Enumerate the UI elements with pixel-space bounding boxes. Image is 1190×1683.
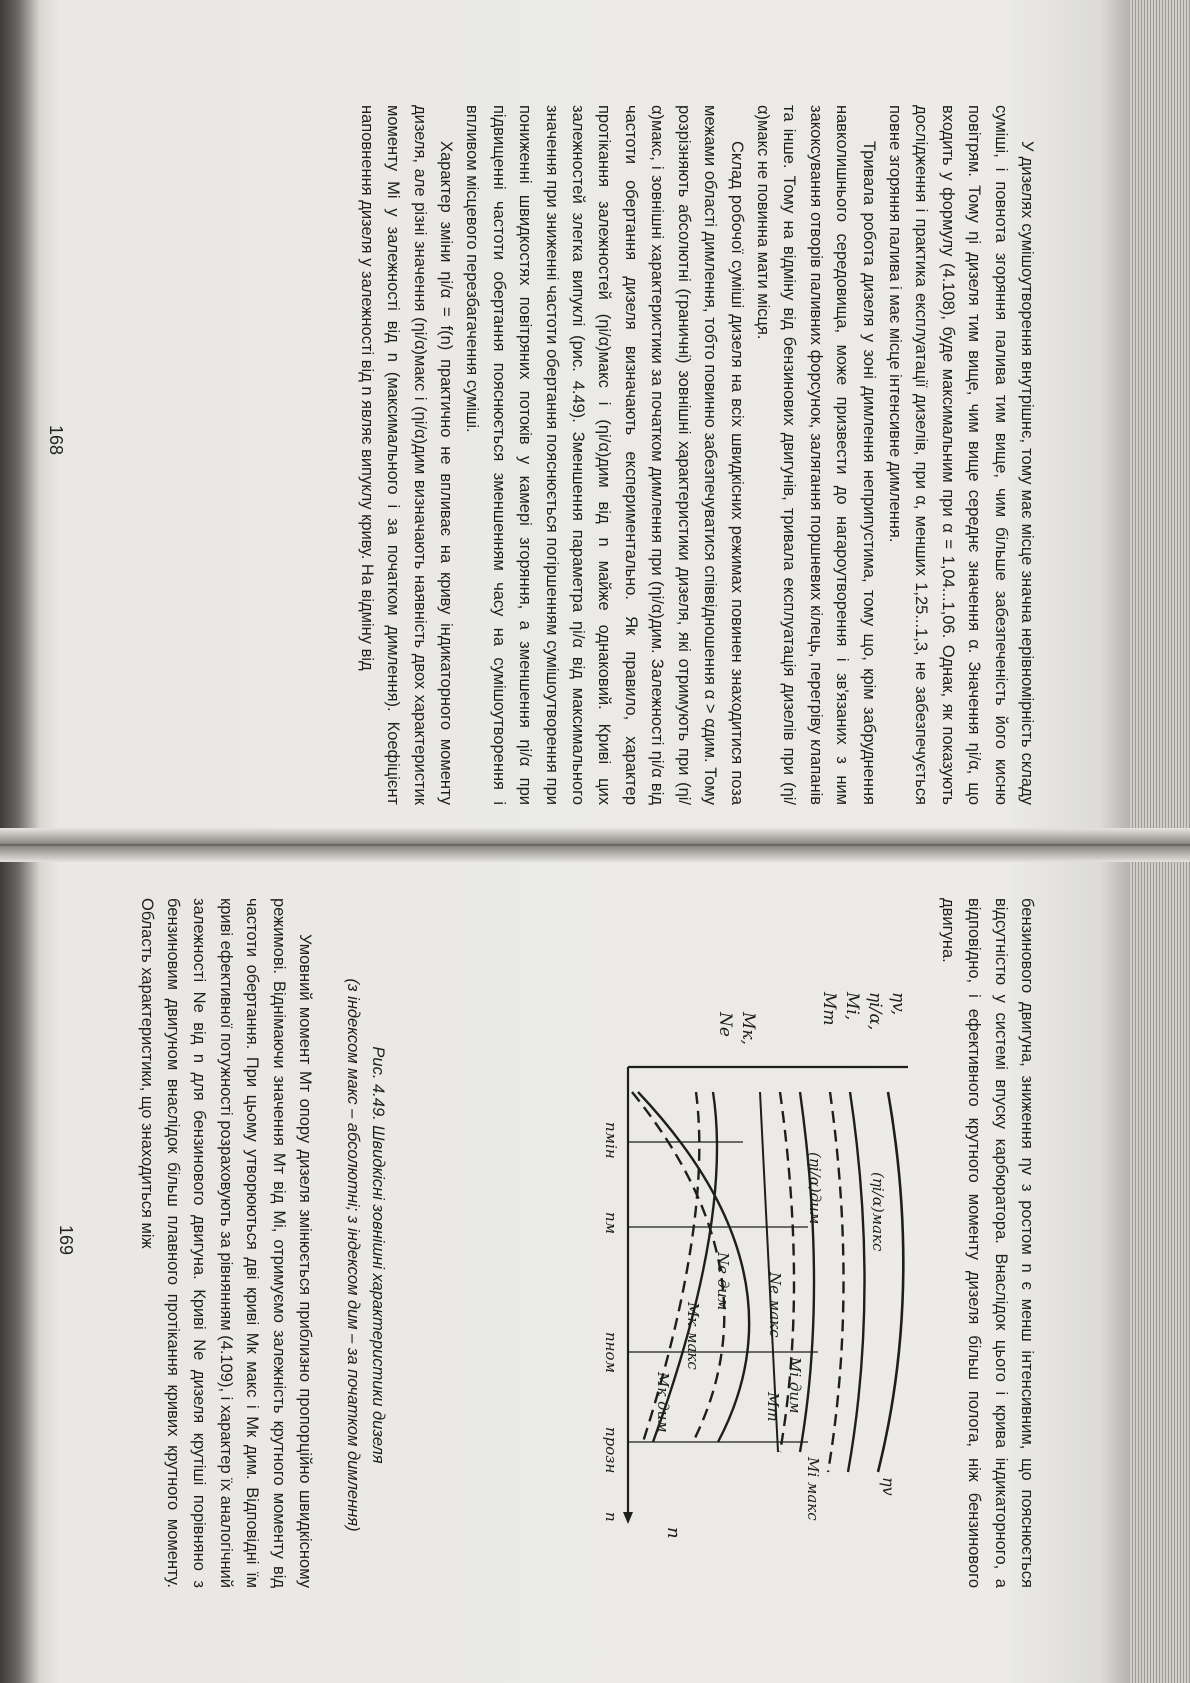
- paragraph-2: Тривала робота дизеля у зоні димлення неприпустима, тому що, крім забруднення навколишнього середовища, може призвести до нагароутворення і зв'язаних з ним закоксування отворів паливних форсунок, залягання поршневих кілець, перегріву клапанів та інше. Тому на відміну від бензинових двигунів, тривала експлуатація дизелів при (ηi/α)макс не повинна мати місця.: [753, 105, 878, 805]
- label-eta-v: ηv: [879, 1477, 898, 1496]
- y-label-6: Ne: [715, 1012, 735, 1037]
- figure-caption: [340, 905, 390, 1605]
- label-mi-dym: Mi дим: [786, 1357, 804, 1414]
- y-label-2: ηi/α,: [865, 992, 885, 1031]
- figure-4-49: [548, 972, 928, 1572]
- caption-line-2: (з індексом макс – абсолютні; з індексом дим – за початком димлення): [344, 978, 362, 1532]
- characteristics-diagram: [548, 972, 928, 1572]
- label-ne-max: Ne макс: [766, 1272, 784, 1338]
- paragraph-4: Характер зміни ηi/α = f(n) практично не впливає на криву індикаторного моменту дизеля, але різні значення (ηi/α)макс і (ηi/α)дим визначають наявність двох характеристик моменту Mi у залежності від n (максимального і за початком димлення). Коефіцієнт наповнення дизеля у залежності від n являє випуклу криву. На відміну від: [357, 105, 456, 805]
- y-label-1: ηv,: [888, 992, 908, 1016]
- curve-eta-dym: [828, 1092, 844, 1472]
- y-label-5: Mк,: [738, 1012, 758, 1045]
- y-label-3: Mi,: [842, 992, 862, 1021]
- tick-n-nom: nном: [602, 1332, 620, 1374]
- curve-eta-max: [848, 1092, 865, 1472]
- label-mk-dym: Mк дим: [654, 1372, 672, 1433]
- caption-line-1: Рис. 4.49. Швидкісні зовнішні характеристики дизеля: [369, 1046, 387, 1464]
- paragraph-1: У дизелях сумішоутворення внутрішнє, тому має місце значна нерівномірність складу суміші, і повнота згоряння палива тим вище, чим більше забезпеченість його кисню повітрям. Тому ηi дизеля тим вище, чим вище середнє значення α. Значення ηi/α, що входить у формулу (4.108), буде максимальним при α = 1,04...1,06. Однак, як показують дослідження і практика експлуатації дизелів, при α, менших 1,25...1,3, не забезпечується повне згоряння палива і має місце інтенсивне димлення.: [885, 105, 1036, 805]
- page-number-168: 168: [46, 425, 66, 456]
- paragraph-top: бензинового двигуна, зниження ηv з ростом n є менш інтенсивним, що пояснюється відсутністю у системі впуску карбюратора. Внаслідок цього і крива індикаторного, а відповідно, і ефективного крутного моменту дизеля більш полога, ніж бензинового двигуна.: [938, 898, 1036, 1588]
- label-eta-dym: (ηi/α)дим: [806, 1152, 824, 1225]
- paragraph-bottom: Умовний момент Mт опору дизеля змінюється приблизно пропорційно швидкісному режимові. Віднімаючи значення Mт від Mi, отримуємо залежність крутного моменту від частоти обертання. При цьому утворюються дві криві Mк макс і Mк дим. Відповідні їм криві ефективної потужності розраховують за рівнянням (4.109), і характер їх аналогічний залежності Ne від n для бензинового двигуна. Криві Ne дизеля крутіші порівняно з бензиновим двигуном внаслідок більш плавного протікання кривих крутного моменту. Область характеристики, що знаходиться між: [137, 898, 314, 1588]
- curve-ne-dym: [632, 1092, 724, 1442]
- book-gutter: [0, 828, 1190, 862]
- tick-n-m: nм: [602, 1212, 620, 1235]
- x-axis-label: n: [663, 1527, 684, 1539]
- y-label-4: Mт: [819, 992, 839, 1026]
- label-eta-max: (ηi/α)макс: [869, 1172, 887, 1252]
- label-ne-dym: Ne дим: [714, 1252, 732, 1311]
- label-mk-max: Mк макс: [684, 1302, 702, 1370]
- tick-n: n: [602, 1512, 620, 1522]
- tick-n-min: nмін: [602, 1122, 620, 1159]
- page-168-text: [353, 105, 1040, 805]
- label-mi-max: Mi макс: [804, 1457, 822, 1521]
- label-mt: Mт: [764, 1392, 782, 1422]
- page-number-169: 169: [56, 1225, 76, 1256]
- paragraph-3: Склад робочої суміші дизеля на всіх швидкісних режимах повинен знаходитися поза межами області димлення, тобто повинно забезпечуватися співвідношення α > αдим. Тому розрізняють абсолютні (граничні) зовнішні характеристики дизеля, які отримують при (ηi/α)макс, і зовнішні характеристики за початком димлення при (ηi/α)дим. Залежності ηi/α від частоти обертання дизеля визначають експериментально. Як правило, характер протікання залежностей (ηi/α)макс і (ηi/α)дим від n майже однаковий. Криві цих залежностей злегка випуклі (рис. 4.49). Зменшення параметра ηi/α від максимального значення при зниженні частоти обертання пояснюється погіршенням сумішоутворення при пониженні швидкостях повітряних потоків у камері згоряння, а зменшення ηi/α при підвищенні частоти обертання пояснюється зменшенням часу на сумішоутворення і впливом місцевого перезбагачення суміші.: [463, 105, 746, 805]
- curve-eta-v: [878, 1092, 903, 1472]
- page-169-bottom-paragraph: [133, 898, 318, 1588]
- tick-n-rozn: nрозн: [602, 1427, 620, 1474]
- page-169-top-paragraph: [934, 898, 1040, 1588]
